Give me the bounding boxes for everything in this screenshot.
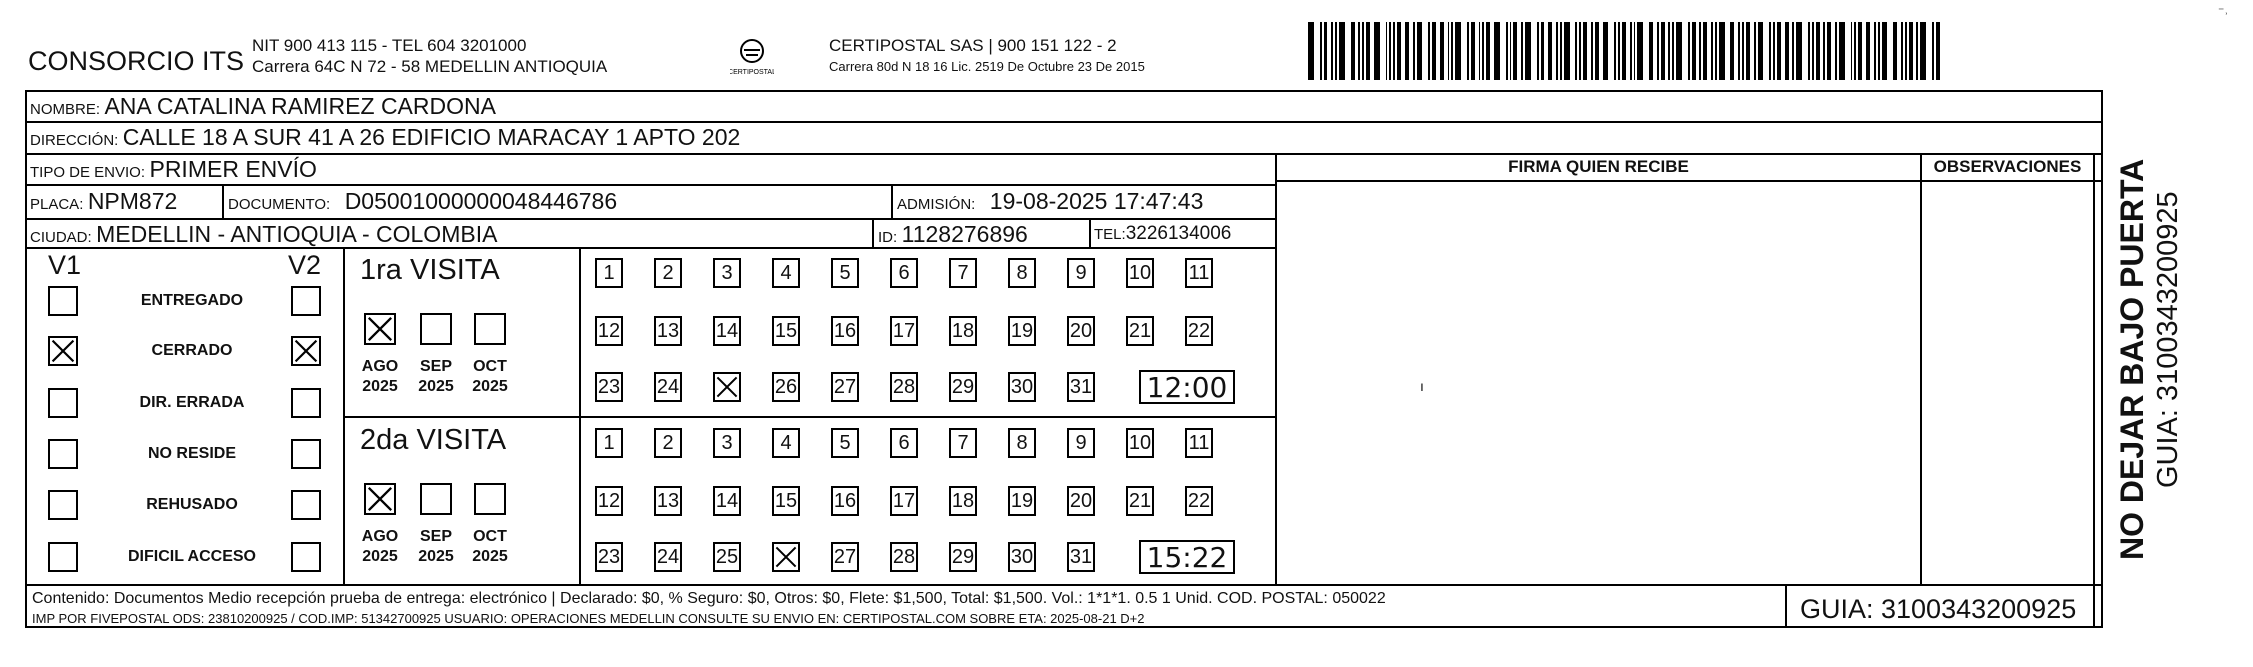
day-box[interactable]: 16 — [831, 486, 859, 516]
svg-text:CERTIPOSTAL: CERTIPOSTAL — [730, 69, 774, 76]
v1-checkbox-5[interactable] — [48, 542, 78, 572]
month-name: OCT — [473, 358, 507, 375]
day-box[interactable]: 4 — [772, 258, 800, 288]
visit-title: 2da VISITA — [360, 424, 507, 456]
day-box[interactable]: 7 — [949, 428, 977, 458]
day-box[interactable]: 21 — [1126, 486, 1154, 516]
day-box[interactable]: 13 — [654, 316, 682, 346]
day-box[interactable]: 5 — [831, 428, 859, 458]
day-box[interactable]: 24 — [654, 542, 682, 572]
footer-contents: Contenido: Documentos Medio recepción prueba de entrega: electrónico | Declarado: $0, % Seguro: $0, Otros: $0, Flete: $1,500, Total: $1,500. Vol.: 1*1*1. 0.5 1 Unid. COD. POSTAL: 050022 — [32, 590, 1386, 607]
month-checkbox[interactable] — [474, 483, 506, 515]
day-box[interactable]: 7 — [949, 258, 977, 288]
admission-value: 19-08-2025 17:47:43 — [989, 188, 1204, 214]
day-box[interactable]: 9 — [1067, 428, 1095, 458]
recipient-address: CALLE 18 A SUR 41 A 26 EDIFICIO MARACAY 1 APTO 202 — [122, 124, 741, 150]
day-box[interactable]: 6 — [890, 428, 918, 458]
month-name: AGO — [361, 528, 399, 545]
v2-checkbox-0[interactable] — [291, 286, 321, 316]
day-box[interactable]: 12 — [595, 316, 623, 346]
day-box[interactable]: 15 — [772, 316, 800, 346]
day-box[interactable]: 19 — [1008, 486, 1036, 516]
day-box[interactable]: 29 — [949, 542, 977, 572]
month-name: OCT — [473, 528, 507, 545]
day-box[interactable]: 28 — [890, 542, 918, 572]
day-box[interactable]: 18 — [949, 486, 977, 516]
day-box[interactable]: 30 — [1008, 542, 1036, 572]
admission-label: ADMISIÓN: — [897, 196, 976, 213]
day-box[interactable]: 5 — [831, 258, 859, 288]
carrier-name: CERTIPOSTAL SAS | 900 151 122 - 2 — [829, 36, 1117, 55]
name-row — [30, 93, 496, 120]
visit-time[interactable]: 15:22 — [1139, 540, 1235, 574]
day-box[interactable]: 30 — [1008, 372, 1036, 402]
reason-label: REHUSADO — [146, 496, 238, 513]
reason-label: CERRADO — [151, 342, 233, 359]
day-box[interactable]: 25 — [713, 542, 741, 572]
month-checkbox[interactable] — [420, 483, 452, 515]
day-box[interactable]: 1 — [595, 258, 623, 288]
month-checkbox[interactable] — [364, 313, 396, 345]
tel-label: TEL: — [1094, 226, 1126, 243]
corner-mark: ⁻˒ — [2218, 4, 2229, 18]
carrier-address: Carrera 80d N 18 16 Lic. 2519 De Octubre 23 De 2015 — [829, 59, 1145, 74]
month-year: 2025 — [362, 378, 398, 395]
id-field — [878, 221, 1028, 248]
day-box[interactable]: 9 — [1067, 258, 1095, 288]
visit-title: 1ra VISITA — [360, 254, 500, 286]
day-box[interactable]: 23 — [595, 372, 623, 402]
day-box[interactable]: 17 — [890, 486, 918, 516]
document-value: D05001000000048446786 — [344, 188, 618, 214]
footer-guide-number: GUIA: 3100343200925 — [1800, 594, 2077, 624]
document-label: DOCUMENTO: — [228, 196, 331, 213]
day-box[interactable]: 10 — [1126, 428, 1154, 458]
admission-field — [897, 188, 1203, 215]
barcode — [1308, 22, 1944, 80]
day-box[interactable]: 13 — [654, 486, 682, 516]
day-box[interactable]: 23 — [595, 542, 623, 572]
day-box[interactable]: 2 — [654, 428, 682, 458]
day-box[interactable]: 16 — [831, 316, 859, 346]
day-box[interactable]: 19 — [1008, 316, 1036, 346]
month-year: 2025 — [418, 378, 454, 395]
day-box[interactable]: 15 — [772, 486, 800, 516]
day-box[interactable]: 31 — [1067, 542, 1095, 572]
v2-checkbox-5[interactable] — [291, 542, 321, 572]
day-box[interactable]: 28 — [890, 372, 918, 402]
company-nit: NIT 900 413 115 - TEL 604 3201000 — [252, 36, 527, 55]
send-type-label: TIPO DE ENVIO: — [30, 164, 146, 181]
signature-column-header: FIRMA QUIEN RECIBE — [1508, 157, 1689, 176]
v1-header: V1 — [48, 250, 82, 280]
v2-checkbox-4[interactable] — [291, 490, 321, 520]
day-box[interactable]: 2 — [654, 258, 682, 288]
reason-label: NO RESIDE — [147, 445, 236, 462]
month-checkbox[interactable] — [420, 313, 452, 345]
company-address: Carrera 64C N 72 - 58 MEDELLIN ANTIOQUIA — [252, 57, 608, 76]
reason-label: ENTREGADO — [140, 292, 244, 309]
v1-checkbox-3[interactable] — [48, 439, 78, 469]
day-box[interactable] — [713, 372, 741, 402]
city-value: MEDELLIN - ANTIOQUIA - COLOMBIA — [96, 221, 498, 247]
v2-header: V2 — [288, 250, 322, 280]
v1-checkbox-4[interactable] — [48, 490, 78, 520]
month-label — [466, 357, 514, 397]
no-under-door-notice: NO DEJAR BAJO PUERTA — [2114, 158, 2150, 560]
day-box[interactable]: 14 — [713, 316, 741, 346]
month-checkbox[interactable] — [364, 483, 396, 515]
day-box[interactable]: 26 — [772, 372, 800, 402]
day-box[interactable]: 22 — [1185, 316, 1213, 346]
plate-value: NPM872 — [87, 188, 178, 214]
footer-print-info: IMP POR FIVEPOSTAL ODS: 23810200925 / COD.IMP: 51342700925 USUARIO: OPERACIONES MEDELLIN CONSULTE SU ENVIO EN: CERTIPOSTAL.COM SOBRE ETA: 2025-08-21 D+2 — [32, 611, 1145, 626]
v1-checkbox-0[interactable] — [48, 286, 78, 316]
tel-value: 3226134006 — [1125, 223, 1232, 244]
month-name: AGO — [361, 358, 399, 375]
day-box[interactable]: 11 — [1185, 428, 1213, 458]
observations-column-header: OBSERVACIONES — [1933, 157, 2082, 176]
v2-checkbox-2[interactable] — [291, 388, 321, 418]
tel-field — [1094, 223, 1231, 245]
day-box[interactable]: 8 — [1008, 428, 1036, 458]
day-box[interactable]: 11 — [1185, 258, 1213, 288]
month-year: 2025 — [418, 548, 454, 565]
day-box[interactable]: 10 — [1126, 258, 1154, 288]
address-row — [30, 124, 740, 151]
document-field — [228, 188, 617, 215]
reason-label: DIFICIL ACCESO — [127, 548, 256, 565]
certipostal-logo — [730, 36, 774, 82]
city-field — [30, 221, 497, 248]
address-label: DIRECCIÓN: — [30, 132, 119, 149]
month-name: SEP — [419, 528, 452, 545]
id-label: ID: — [878, 229, 898, 246]
day-box[interactable]: 8 — [1008, 258, 1036, 288]
day-box[interactable]: 29 — [949, 372, 977, 402]
v2-checkbox-1[interactable] — [291, 336, 321, 366]
day-box[interactable]: 27 — [831, 372, 859, 402]
side-guide-number: GUIA: 3100343200925 — [2152, 191, 2184, 488]
v1-checkbox-2[interactable] — [48, 388, 78, 418]
day-box[interactable]: 4 — [772, 428, 800, 458]
company-name: CONSORCIO ITS — [28, 46, 245, 76]
month-year: 2025 — [362, 548, 398, 565]
id-value: 1128276896 — [901, 221, 1028, 247]
month-name: SEP — [419, 358, 452, 375]
plate-label: PLACA: — [30, 196, 84, 213]
plate-field — [30, 188, 177, 215]
month-label — [466, 527, 514, 567]
recipient-name: ANA CATALINA RAMIREZ CARDONA — [104, 93, 496, 119]
day-box[interactable]: 3 — [713, 258, 741, 288]
reason-label: DIR. ERRADA — [139, 394, 245, 411]
month-label — [356, 357, 404, 397]
month-label — [356, 527, 404, 567]
day-box[interactable]: 12 — [595, 486, 623, 516]
day-box[interactable]: 31 — [1067, 372, 1095, 402]
month-checkbox[interactable] — [474, 313, 506, 345]
day-box[interactable]: 20 — [1067, 486, 1095, 516]
day-box[interactable]: 22 — [1185, 486, 1213, 516]
day-box[interactable]: 27 — [831, 542, 859, 572]
day-box[interactable] — [772, 542, 800, 572]
day-box[interactable]: 20 — [1067, 316, 1095, 346]
month-year: 2025 — [472, 548, 508, 565]
day-box[interactable]: 24 — [654, 372, 682, 402]
day-box[interactable]: 21 — [1126, 316, 1154, 346]
day-box[interactable]: 1 — [595, 428, 623, 458]
day-box[interactable]: 6 — [890, 258, 918, 288]
visit-time[interactable]: 12:00 — [1139, 370, 1235, 404]
day-box[interactable]: 14 — [713, 486, 741, 516]
month-label — [412, 527, 460, 567]
v1-checkbox-1[interactable] — [48, 336, 78, 366]
day-box[interactable]: 3 — [713, 428, 741, 458]
send-type-row — [30, 156, 317, 183]
name-label: NOMBRE: — [30, 101, 101, 118]
stray-mark: ı — [1420, 378, 1424, 394]
day-box[interactable]: 18 — [949, 316, 977, 346]
day-box[interactable]: 17 — [890, 316, 918, 346]
month-label — [412, 357, 460, 397]
city-label: CIUDAD: — [30, 229, 92, 246]
send-type: PRIMER ENVÍO — [149, 156, 317, 182]
v2-checkbox-3[interactable] — [291, 439, 321, 469]
month-year: 2025 — [472, 378, 508, 395]
